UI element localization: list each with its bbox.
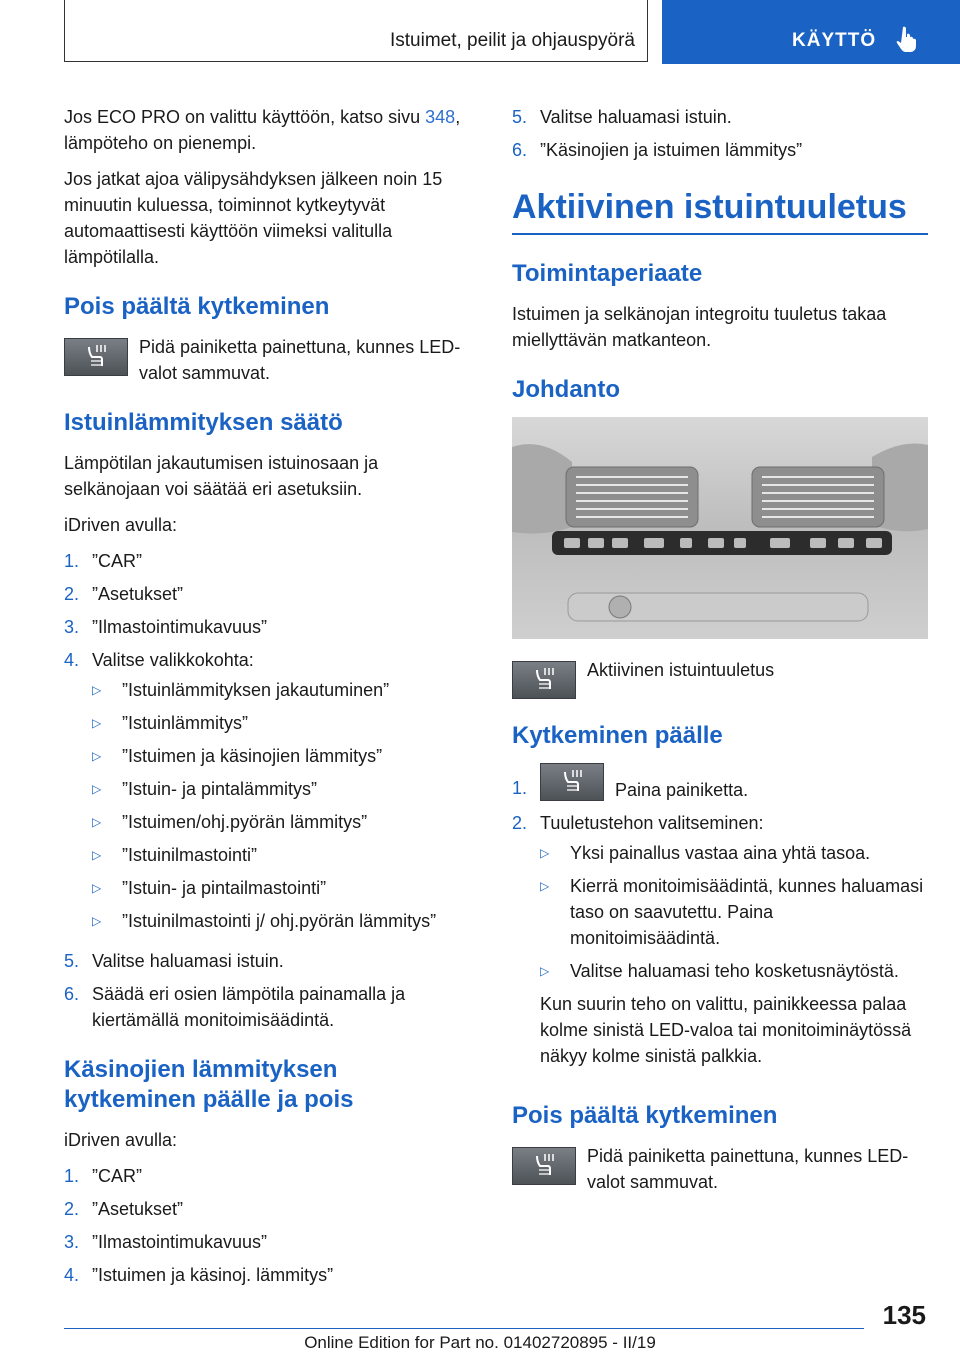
- seat-ventilation-button-icon: [512, 1147, 576, 1185]
- list-item: ▷ ”Istuinilmastointi”: [92, 845, 258, 865]
- menu-options-list: [92, 677, 436, 934]
- armrest-steps: [64, 1163, 476, 1288]
- heading-principle: Toimintaperiaate: [512, 260, 703, 287]
- left-column: [64, 104, 476, 1296]
- seat-ventilation-button-icon: [540, 763, 604, 801]
- list-item: ▷ ”Istuin- ja pintailmastointi”: [92, 878, 327, 898]
- list-item: ▷ ”Istuin- ja pintalämmitys”: [92, 779, 318, 799]
- right-column: [512, 104, 928, 1203]
- chapter-tab-label: KÄYTTÖ: [792, 30, 877, 51]
- switch-off-text: Pidä painiketta painettuna, kunnes LED-valot sammuvat.: [139, 337, 461, 383]
- list-item: 3. ”Ilmastointimukavuus”: [64, 1232, 268, 1252]
- chapter-tab: [662, 0, 960, 64]
- list-item: 4. Valitse valikkokohta: ▷ ”Istuinlämmityksen jakautuminen” ▷ ”Istuinlämmitys” ▷ ”Istuimen ja käsinojien lämmitys” ▷ ”Istuin- ja pintalämmitys” ▷ ”Istuimen/ohj.pyörän lämmitys” ▷ ”Istuinilmastointi” ▷ ”Istuin- ja pintailmastointi” ▷ ”Istuinilmastointi j/ ohj.pyörän lämmitys”: [64, 647, 476, 941]
- heading-armrest-heating: Käsinojien lämmityksen kytkeminen päälle ja pois: [64, 1056, 354, 1113]
- list-item: ▷ ”Istuinilmastointi j/ ohj.pyörän lämmitys”: [92, 911, 437, 931]
- page-number: 135: [882, 1300, 926, 1330]
- list-item: ▷ ”Istuimen/ohj.pyörän lämmitys”: [92, 812, 368, 832]
- photo-caption: Aktiivinen istuintuuletus: [587, 660, 775, 680]
- list-item: 6. ”Käsinojien ja istuimen lämmitys”: [512, 140, 803, 160]
- climate-panel-photo: [512, 417, 928, 639]
- footer-edition: Online Edition for Part no. 01402720895 - II/19: [304, 1333, 656, 1352]
- list-item: 2. ”Asetukset”: [64, 1199, 184, 1219]
- switch-on-steps: [512, 763, 928, 1079]
- footer-divider: [64, 1328, 864, 1329]
- heading-switch-on: Kytkeminen päälle: [512, 722, 723, 749]
- switch-off-row: [512, 1143, 928, 1195]
- list-item: ▷ Valitse haluamasi teho kosketusnäytöstä.: [540, 961, 899, 981]
- heading-heating-adjust: Istuinlämmityksen säätö: [64, 409, 343, 436]
- hand-pointer-icon: [894, 24, 922, 52]
- switch-off-row: [64, 334, 476, 386]
- heading-switch-off: Pois päältä kytkeminen: [512, 1102, 778, 1129]
- list-item: ▷ Yksi painallus vastaa aina yhtä tasoa.: [540, 843, 871, 863]
- header-section-box: [64, 0, 648, 62]
- list-item: 3. ”Ilmastointimukavuus”: [64, 617, 268, 637]
- switch-off-text: Pidä painiketta painettuna, kunnes LED-valot sammuvat.: [587, 1146, 909, 1192]
- list-item: ▷ ”Istuinlämmityksen jakautuminen”: [92, 680, 390, 700]
- list-item: ▷ ”Istuimen ja käsinojien lämmitys”: [92, 746, 383, 766]
- heading-switch-off: Pois päältä kytkeminen: [64, 293, 330, 320]
- adjust-steps: [64, 548, 476, 1033]
- list-item: ▷ Kierrä monitoimisäädintä, kunnes haluamasi taso on saavutettu. Paina monitoimisäädintä.: [540, 876, 924, 948]
- list-item: 5. Valitse haluamasi istuin.: [512, 107, 732, 127]
- list-item: 2. Tuuletustehon valitseminen: ▷ Yksi painallus vastaa aina yhtä tasoa. ▷ Kierrä monitoimisäädintä, kunnes haluamasi taso on saavutettu. Paina monitoimisäädintä. ▷ Valitse haluamasi teho kosketusnäytöstä. Kun suurin teho on valittu, painikkeessa palaa kolme sinistä LED-valoa tai monitoiminäytössä näkyy kolme sinistä palkkia.: [512, 810, 928, 1079]
- list-item: 1. Paina painiketta.: [512, 763, 928, 803]
- idrive-label: iDriven avulla:: [64, 1130, 178, 1150]
- caption-row: [512, 657, 928, 699]
- adjust-text: Lämpötilan jakautumisen istuinosaan ja selkänojaan voi säätää eri asetuksiin.: [64, 453, 379, 499]
- max-level-note: Kun suurin teho on valittu, painikkeessa palaa kolme sinistä LED-valoa tai monitoiminäytössä näkyy kolme sinistä palkkia.: [540, 994, 912, 1066]
- list-item: 1. ”CAR”: [64, 551, 142, 571]
- heading-active-ventilation: Aktiivinen istuintuuletus: [512, 185, 928, 235]
- heading-intro: Johdanto: [512, 376, 620, 403]
- fan-level-options: [540, 840, 928, 984]
- resume-paragraph: Jos jatkat ajoa välipysähdyksen jälkeen noin 15 minuutin kuluessa, toiminnot kytkeytyvät automaattisesti käyttöön viimeksi valitulla lämpötilalla.: [64, 169, 443, 267]
- list-item: 4. ”Istuimen ja käsinoj. lämmitys”: [64, 1265, 334, 1285]
- principle-text: Istuimen ja selkänojan integroitu tuuletus takaa miellyttävän matkanteon.: [512, 304, 887, 350]
- eco-pro-paragraph: Jos ECO PRO on valittu käyttöön, katso sivu 348, lämpöteho on pienempi.: [64, 107, 461, 153]
- seat-heating-steps-cont: [512, 104, 928, 163]
- list-item: ▷ ”Istuinlämmitys”: [92, 713, 249, 733]
- page-link[interactable]: 348: [425, 107, 456, 127]
- list-item: 6. Säädä eri osien lämpötila painamalla ja kiertämällä monitoimisäädintä.: [64, 984, 406, 1030]
- list-item: 1. ”CAR”: [64, 1166, 142, 1186]
- seat-ventilation-button-icon: [64, 338, 128, 376]
- page-header: [0, 0, 960, 64]
- seat-ventilation-button-icon: [512, 661, 576, 699]
- idrive-label: iDriven avulla:: [64, 515, 178, 535]
- list-item: 2. ”Asetukset”: [64, 584, 184, 604]
- section-title: Istuimet, peilit ja ohjauspyörä: [389, 30, 635, 51]
- list-item: 5. Valitse haluamasi istuin.: [64, 951, 284, 971]
